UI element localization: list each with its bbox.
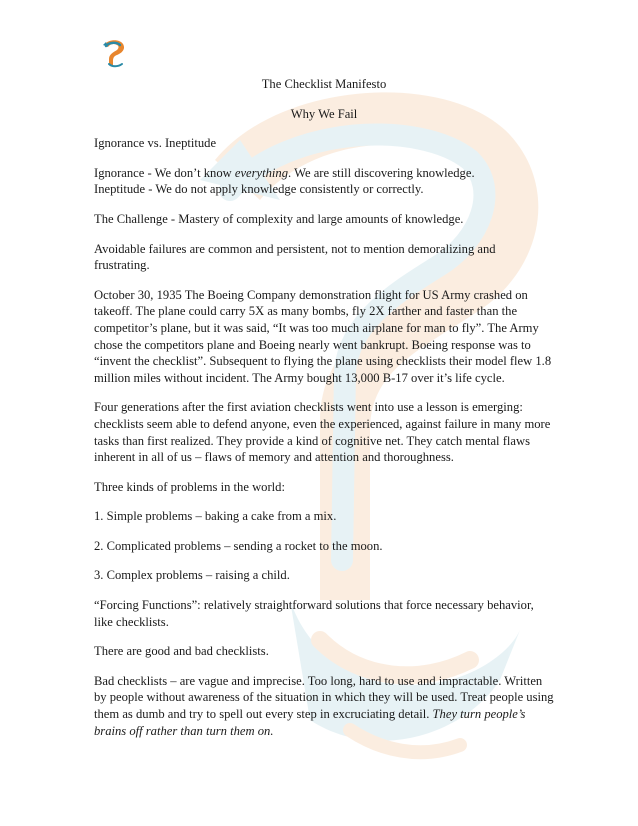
problem-item-complex: 3. Complex problems – raising a child. <box>94 568 290 583</box>
four-generations-paragraph: Four generations after the first aviation checklists went into use a lesson is emerging: checklists seem able to defend anyone, even the experienced, against failure in many more tasks than first realized. They provide a kind of cognitive net. They catch mental flaws inherent in all of us – flaws of memory and attention and thoroughness. <box>94 400 551 465</box>
ignorance-emphasis: everything <box>234 165 289 180</box>
section-heading: Ignorance vs. Ineptitude <box>94 136 217 151</box>
bad-checklists-paragraph <box>94 673 554 739</box>
bad-checklists-emphasis: They turn people’s brains off rather than turn them on. <box>94 707 526 738</box>
document-body <box>94 76 554 752</box>
document-subtitle: Why We Fail <box>290 106 358 121</box>
good-bad-checklists-line: There are good and bad checklists. <box>94 644 269 659</box>
bad-checklists-text: Bad checklists – are vague and imprecise. Too long, hard to use and impractable. Written by people without awareness of the situation in which they will be used. Treat people using them as dumb and try to spell out every step in excruciating detail. <box>94 673 554 722</box>
boeing-paragraph: October 30, 1935 The Boeing Company demonstration flight for US Army crashed on takeoff. The plane could carry 5X as many bombs, fly 2X farther and faster than the competitor’s plane, but it was said, “It was too much airplane for man to fly”. The Army chose the competitors plane and Boeing nearly went bankrupt. Boeing response was to “invent the checklist”. Subsequent to flying the plane using checklists their model flew 1.8 million miles without incident. The Army bought 13,000 B-17 over it’s life cycle. <box>94 287 552 385</box>
three-kinds-heading: Three kinds of problems in the world: <box>94 479 285 494</box>
company-logo-icon <box>100 38 128 68</box>
challenge-paragraph: The Challenge - Mastery of complexity and large amounts of knowledge. <box>94 211 464 226</box>
avoidable-failures-paragraph: Avoidable failures are common and persistent, not to mention demoralizing and frustrating. <box>94 241 496 273</box>
ignorance-ineptitude-paragraph <box>94 165 554 198</box>
problem-item-complicated: 2. Complicated problems – sending a rocket to the moon. <box>94 538 383 553</box>
document-title: The Checklist Manifesto <box>261 77 387 91</box>
ignorance-line <box>94 165 554 182</box>
ignorance-prefix: Ignorance - We don’t know <box>94 165 235 180</box>
ineptitude-line: Ineptitude - We do not apply knowledge consistently or correctly. <box>94 182 424 197</box>
problem-item-simple: 1. Simple problems – baking a cake from a mix. <box>94 509 337 524</box>
ignorance-suffix: . We are still discovering knowledge. <box>288 165 475 180</box>
forcing-functions-paragraph: “Forcing Functions”: relatively straightforward solutions that force necessary behavior, like checklists. <box>94 598 534 629</box>
